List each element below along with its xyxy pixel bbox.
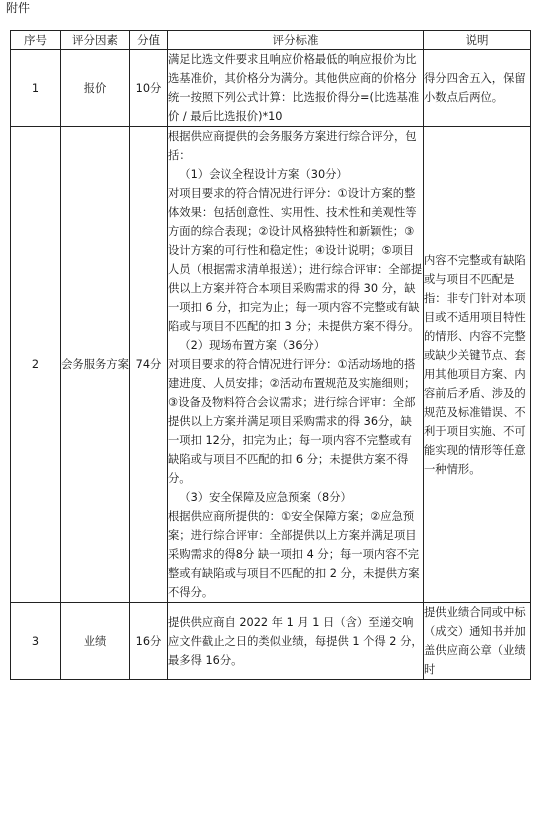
criteria-text: 提供供应商自 2022 年 1 月 1 日（含）至递交响应文件截止之日的类似业绩，每提供 1 个得 2 分，最多得 16分。 [168,615,423,667]
row-criteria [168,603,424,680]
row-factor: 业绩 [61,603,130,680]
scoring-table [10,30,531,680]
criteria-subheading: （2）现场布置方案（36分） [179,339,326,352]
criteria-text: 满足比选文件要求且响应价格最低的响应报价为比选基准价，其价格分为满分。其他供应商的价格分统一按照下列公式计算：比选报价得分=(比选基准价 / 最后比选报价)*10 [168,53,420,123]
row-criteria [168,50,424,127]
row-explanation: 得分四舍五入，保留小数点后两位。 [424,50,531,127]
table-row [11,50,531,127]
header-points: 分值 [130,31,168,50]
attachment-label: 附件 [6,1,31,15]
table-row [11,603,531,680]
row-points: 10分 [130,50,168,127]
table-header-row [11,31,531,50]
row-factor: 会务服务方案 [61,127,130,603]
header-explanation: 说明 [424,31,531,50]
table-row [11,127,531,603]
criteria-subheading: （1）会议全程设计方案（30分） [179,168,348,181]
criteria-text: 根据供应商所提供的：①安全保障方案；②应急预案；进行综合评审：全部提供以上方案并满足项目采购需求的得8分 缺一项扣 4 分；每一项内容不完整或有缺陷或与项目不匹配的扣 2 分，未提供方案不得分。 [168,510,420,599]
criteria-text: 对项目要求的符合情况进行评分：①活动场地的搭建进度、人员安排；②活动布置规范及实施细则；③设备及物料符合会议需求；进行综合评审：全部提供以上方案并满足项目采购需求的得 36分，缺一项扣 12分，扣完为止；每一项内容不完整或有缺陷或与项目不匹配的扣 6 分；未提供方案不得分。 [168,358,416,485]
header-no: 序号 [11,31,61,50]
row-explanation: 提供业绩合同或中标（成交）通知书并加盖供应商公章（业绩时 [424,603,531,680]
row-no: 3 [11,603,61,680]
row-explanation: 内容不完整或有缺陷或与项目不匹配是指：非专门针对本项目或不适用项目特性的情形、内容不完整或缺少关键节点、套用其他项目方案、内容前后矛盾、涉及的规范及标准错误、不利于项目实施、不可能实现的情形等任意一种情形。 [424,127,531,603]
row-no: 1 [11,50,61,127]
row-points: 16分 [130,603,168,680]
row-points: 74分 [130,127,168,603]
header-criteria: 评分标准 [168,31,424,50]
criteria-subheading: （3）安全保障及应急预案（8分） [179,491,352,504]
criteria-text: 根据供应商提供的会务服务方案进行综合评分，包括： [168,130,417,162]
row-criteria [168,127,424,603]
row-factor: 报价 [61,50,130,127]
criteria-text: 对项目要求的符合情况进行评分：①设计方案的整体效果：包括创意性、实用性、技术性和美观性等方面的综合表现；②设计风格独特性和新颖性；③设计方案的可行性和稳定性；④设计说明；⑤项目人员（根据需求清单报送）；进行综合评审：全部提供以上方案并符合本项目采购需求的得 30 分，缺一项扣 6 分，扣完为止；每一项内容不完整或有缺陷或与项目不匹配的扣 3 分；未提供方案不得分。 [168,187,423,333]
row-no: 2 [11,127,61,603]
header-factor: 评分因素 [61,31,130,50]
